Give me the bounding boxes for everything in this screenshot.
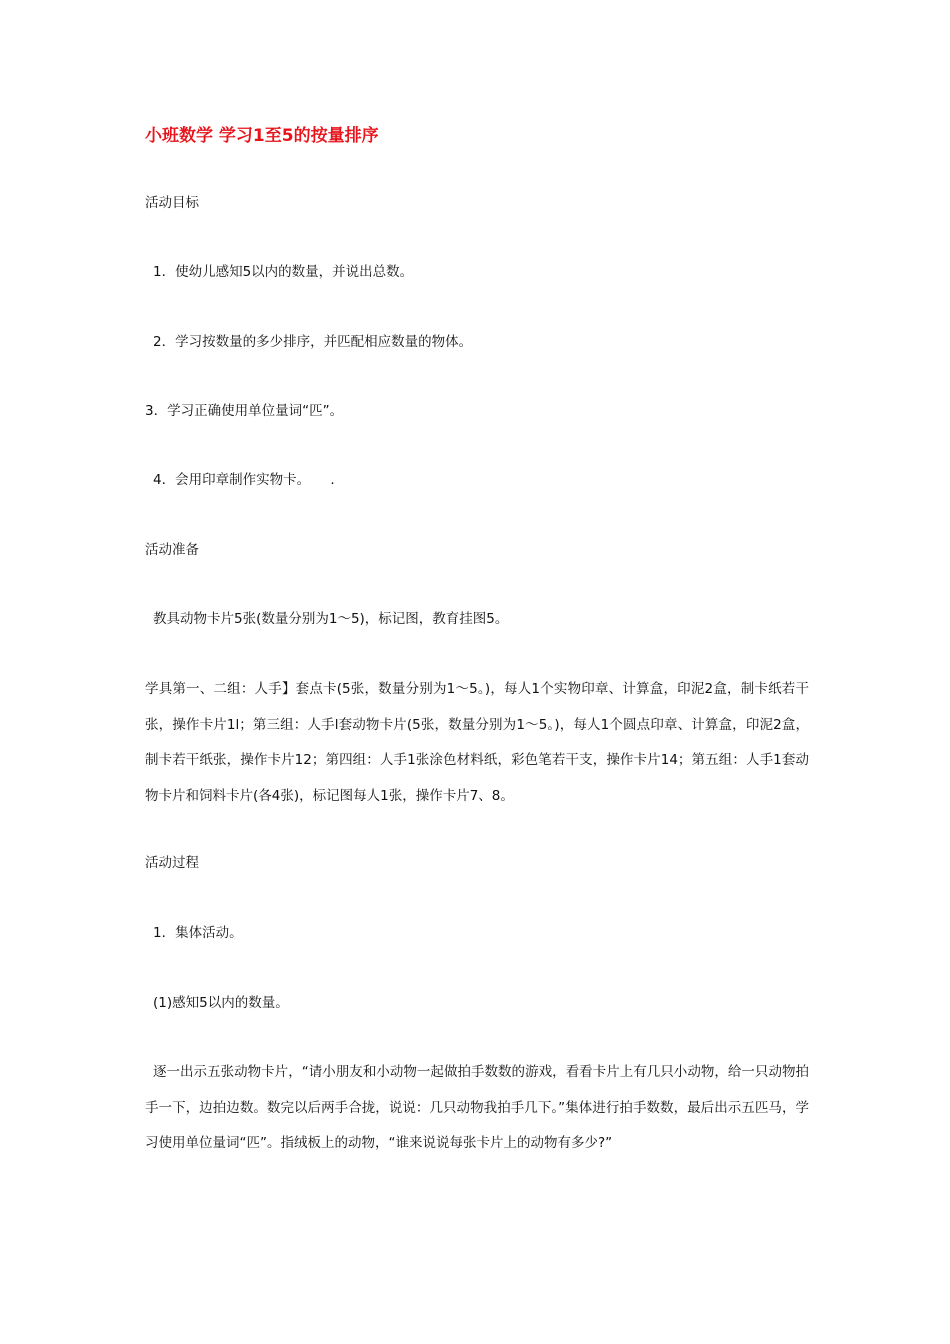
process-heading: 活动过程: [145, 855, 199, 871]
student-materials: 学具第一、二组：人手】套点卡(5张，数量分别为1～5。)，每人1个实物印章、计算盒，印泥2盒，制卡纸若干张，操作卡片1l；第三组：人手l套动物卡片(5张，数量分别为1～5。)，每人1个圆点印章、计算盒，印泥2盒，制卡若干纸张，操作卡片12；第四组：人手1张涂色材料纸，彩色笔若干支，操作卡片14；第五组：人手1套动物卡片和饲料卡片(各4张)，标记图每人1张，操作卡片7、8。: [145, 681, 809, 804]
goal-item-3: 3．学习正确使用单位量词“匹”。: [145, 403, 344, 419]
process-step-1: 1．集体活动。: [153, 925, 243, 941]
goal-item-4: 4．会用印章制作实物卡。 .: [153, 472, 335, 488]
goals-heading: 活动目标: [145, 195, 199, 211]
preparation-heading: 活动准备: [145, 542, 199, 558]
goal-item-2: 2．学习按数量的多少排序，并匹配相应数量的物体。: [153, 334, 473, 350]
document-title: 小班数学 学习1至5的按量排序: [145, 126, 379, 146]
teacher-materials: 教具动物卡片5张(数量分别为1～5)，标记图，教育挂图5。: [153, 611, 509, 627]
process-sub-1-text: 逐一出示五张动物卡片，“请小朋友和小动物一起做拍手数数的游戏，看看卡片上有几只小动物，给一只动物拍手一下，边拍边数。数完以后两手合拢，说说：几只动物我拍手几下。”集体进行拍手数数，最后出示五匹马，学习使用单位量词“匹”。指绒板上的动物，“谁来说说每张卡片上的动物有多少?”: [145, 1064, 809, 1151]
process-sub-1: (1)感知5以内的数量。: [153, 995, 289, 1011]
goal-item-1: 1．使幼儿感知5以内的数量，并说出总数。: [153, 264, 414, 280]
